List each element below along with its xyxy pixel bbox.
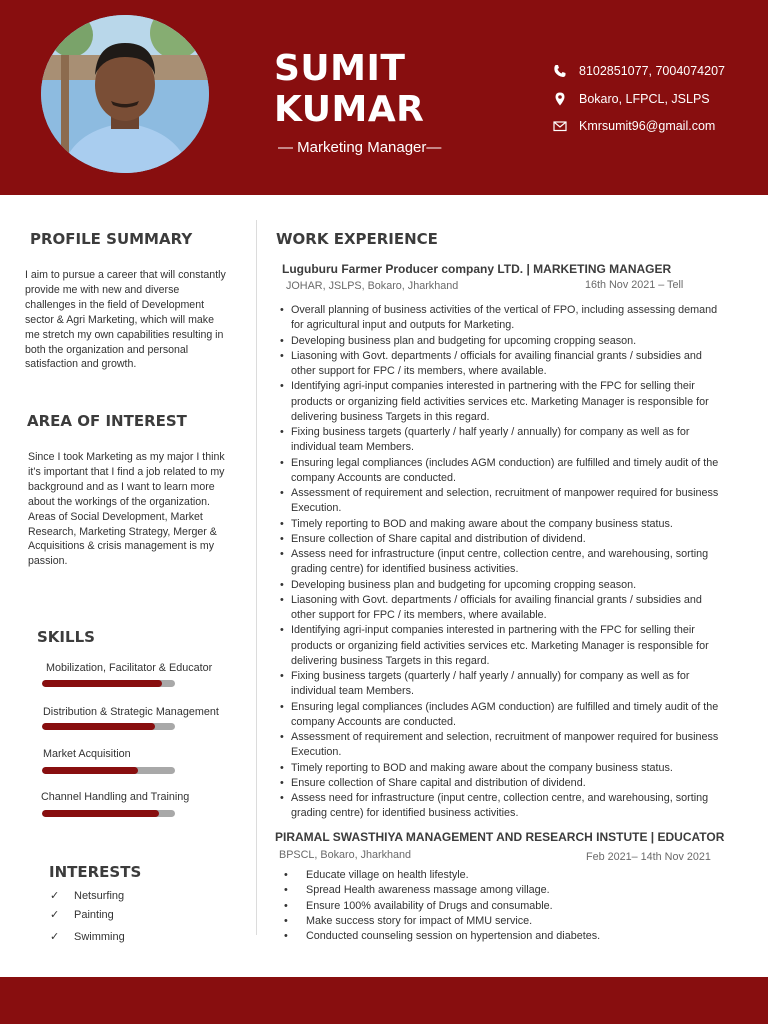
contact-location: [553, 92, 710, 106]
profile-summary-heading: PROFILE SUMMARY: [30, 230, 193, 248]
skill-bar-fill: [42, 680, 162, 687]
duty-item: • Fixing business targets (quarterly / half yearly / annually) for company as well as for individual team Members.: [280, 425, 720, 456]
duty-item: • Ensuring legal compliances (includes AGM conduction) are fulfilled and timely audit of the company Accounts are conducted.: [280, 456, 720, 487]
duty-item: • Assessment of requirement and selection, recruitment of manpower required for business Execution.: [280, 486, 720, 517]
duty-item: • Educate village on health lifestyle.: [280, 868, 720, 883]
duty-item: • Liasoning with Govt. departments / officials for availing financial grants / subsidies and other support for FPC / its members, where available.: [280, 349, 720, 380]
job-dates: 16th Nov 2021 – Tell: [585, 279, 684, 291]
duty-item: • Ensure collection of Share capital and distribution of dividend.: [280, 776, 720, 791]
duty-item: • Assess need for infrastructure (input centre, collection centre, and warehousing, sorting grading centre) for identified business activities.: [280, 791, 720, 822]
duty-item: • Overall planning of business activities of the vertical of FPO, including assessing demand for agricultural input and outputs for Marketing.: [280, 303, 720, 334]
check-icon: ✓: [50, 909, 60, 921]
duty-item: • Ensuring legal compliances (includes AGM conduction) are fulfilled and timely audit of the company Accounts are conducted.: [280, 700, 720, 731]
duty-item: • Identifying agri-input companies interested in partnering with the FPC for selling their products or organizing field activities services etc. Marketing Manager is responsible for delivering business Targets in this regard.: [280, 379, 720, 425]
phone-text: 8102851077, 7004074207: [579, 64, 725, 78]
skill-bar-fill: [42, 767, 138, 774]
area-of-interest-heading: AREA OF INTEREST: [27, 412, 187, 430]
interests-heading: INTERESTS: [49, 863, 142, 881]
skill-bar: [42, 767, 175, 774]
first-name: SUMIT: [274, 48, 406, 89]
skill-label: Distribution & Strategic Management: [43, 706, 219, 718]
skill-label: Market Acquisition: [43, 748, 131, 760]
profile-photo: [41, 15, 209, 173]
job-heading: Luguburu Farmer Producer company LTD. | MARKETING MANAGER: [282, 262, 672, 276]
job-location: JOHAR, JSLPS, Bokaro, Jharkhand: [286, 280, 459, 292]
duty-item: • Liasoning with Govt. departments / officials for availing financial grants / subsidies and other support for FPC / its members, where available.: [280, 593, 720, 624]
profile-summary-text: I aim to pursue a career that will constantly provide me with new and diverse challenges in the field of Development sector & Agri Marketing, which will make me stretch my own capabilities resulting in both the organization and personal satisfaction and growth.: [25, 269, 226, 371]
job-heading: PIRAMAL SWASTHIYA MANAGEMENT AND RESEARCH INSTUTE | EDUCATOR: [275, 830, 725, 844]
duty-item: • Assessment of requirement and selection, recruitment of manpower required for business Execution.: [280, 730, 720, 761]
work-experience-heading: WORK EXPERIENCE: [276, 230, 438, 248]
job-dates: Feb 2021– 14th Nov 2021: [586, 851, 711, 863]
candidate-name: [274, 48, 424, 130]
duty-item: • Fixing business targets (quarterly / half yearly / annually) for company as well as for individual team Members.: [280, 669, 720, 700]
check-icon: ✓: [50, 890, 60, 902]
duty-item: • Ensure collection of Share capital and distribution of dividend.: [280, 532, 720, 547]
phone-icon: [553, 64, 567, 78]
skill-label: Channel Handling and Training: [41, 791, 190, 803]
skill-bar-fill: [42, 810, 159, 817]
job-location: BPSCL, Bokaro, Jharkhand: [279, 849, 412, 861]
interest-label: Netsurfing: [74, 889, 125, 902]
mail-icon: [553, 119, 567, 133]
location-pin-icon: [553, 92, 567, 106]
footer-banner: [0, 977, 768, 1024]
job-title: — Marketing Manager—: [278, 139, 442, 156]
interest-label: Painting: [74, 908, 114, 921]
duty-item: • Timely reporting to BOD and making aware about the company business status.: [280, 761, 720, 776]
location-text: Bokaro, LFPCL, JSLPS: [579, 92, 710, 106]
duty-item: • Developing business plan and budgeting for upcoming cropping season.: [280, 334, 720, 349]
interest-item: [50, 908, 114, 921]
skill-bar: [42, 680, 175, 687]
interest-label: Swimming: [74, 930, 125, 943]
job-duties-list: [280, 868, 720, 944]
skill-bar: [42, 810, 175, 817]
interest-item: [50, 889, 124, 902]
duty-item: • Conducted counseling session on hypertension and diabetes.: [280, 929, 720, 944]
skill-bar-fill: [42, 723, 155, 730]
interest-item: [50, 930, 125, 943]
duty-item: • Spread Health awareness massage among village.: [280, 883, 720, 898]
duty-item: • Assess need for infrastructure (input centre, collection centre, and warehousing, sorting grading centre) for identified business activities.: [280, 547, 720, 578]
header-banner: [0, 0, 768, 195]
column-divider: [256, 220, 257, 935]
duty-item: • Identifying agri-input companies interested in partnering with the FPC for selling their products or organizing field activities services etc. Marketing Manager is responsible for delivering business Targets in this regard.: [280, 623, 720, 669]
duty-item: • Make success story for impact of MMU service.: [280, 914, 720, 929]
skill-label: Mobilization, Facilitator & Educator: [46, 662, 213, 674]
area-of-interest-text: Since I took Marketing as my major I think it’s important that I find a job related to my background and as I want to learn more about the workings of the organization. Areas of Social Development, Market Research, Marketing Strategy, Merger & Acquisitions & crisis management is my passion.: [28, 451, 225, 568]
contact-phone: [553, 64, 725, 78]
job-duties-list: [280, 303, 720, 822]
duty-item: • Developing business plan and budgeting for upcoming cropping season.: [280, 578, 720, 593]
skills-heading: SKILLS: [37, 628, 95, 646]
skill-bar: [42, 723, 175, 730]
check-icon: ✓: [50, 931, 60, 943]
duty-item: • Timely reporting to BOD and making aware about the company business status.: [280, 517, 720, 532]
duty-item: • Ensure 100% availability of Drugs and consumable.: [280, 899, 720, 914]
contact-email: [553, 119, 715, 133]
email-text: Kmrsumit96@gmail.com: [579, 119, 716, 133]
last-name: KUMAR: [274, 89, 425, 130]
